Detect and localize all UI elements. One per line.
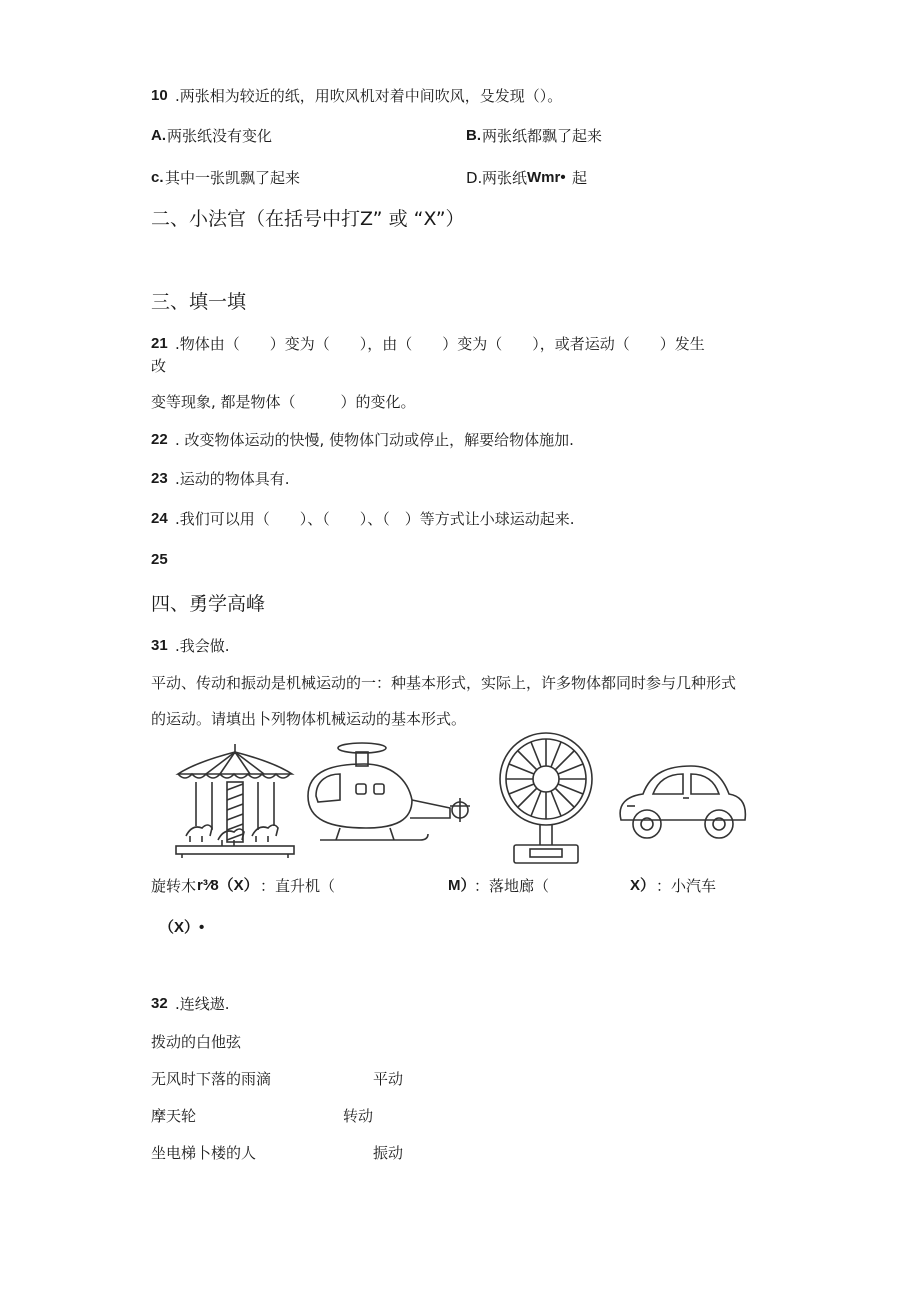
- q31-number: 31: [151, 637, 168, 654]
- carousel-icon: [172, 740, 298, 860]
- q10-option-d-letter: D.: [466, 169, 483, 187]
- match-left-item: 无风时下落的雨滴: [151, 1070, 272, 1088]
- q23-number: 23: [151, 470, 168, 487]
- q21-text: .物体由（ ）变为（ ），由（ ）变为（ ），或者运动（ ）发生: [175, 335, 705, 353]
- q21-number: 21: [151, 335, 168, 352]
- caption-carousel-answer: r³⁄8（X）: [197, 877, 259, 894]
- q22-number: 22: [151, 431, 168, 448]
- q21-wrap: 改: [151, 357, 167, 375]
- helicopter-icon: [300, 740, 478, 850]
- q10-option-b-letter: B.: [466, 127, 481, 144]
- q23-text: .运动的物体具有.: [175, 470, 290, 488]
- q10-option-a: 两张纸没有变化: [167, 127, 273, 145]
- caption-fan-answer: X）: [630, 877, 656, 894]
- q24-text: .我们可以用（ ）、（ ）、（ ）等方式让小球运动起来.: [175, 510, 575, 528]
- match-right-item: 振动: [373, 1144, 404, 1162]
- match-right-item: 平动: [373, 1070, 404, 1088]
- caption-car: ：小汽车: [656, 877, 717, 895]
- caption-carousel: 旋转木: [151, 877, 197, 895]
- q10-option-d: 两张纸: [482, 169, 528, 187]
- q32-text: .连线遨.: [175, 995, 230, 1013]
- q10-option-b: 两张纸都飘了起来: [482, 127, 603, 145]
- q10-option-c: 其中一张凯飘了起来: [165, 169, 301, 187]
- q31-text: .我会做.: [175, 637, 230, 655]
- q24-number: 24: [151, 510, 168, 527]
- section-4-title: 四、勇学高峰: [151, 593, 266, 615]
- q10-option-a-letter: A.: [151, 127, 166, 144]
- q10-text: .两张相为较近的纸，用吹风机对着中间吹风，殳发现（）。: [175, 87, 563, 105]
- car-icon: [613, 760, 749, 844]
- caption-helicopter: ：直升机（: [260, 877, 336, 895]
- section-3-title: 三、填一填: [151, 291, 247, 313]
- section-2-title: 二、小法官（在括号中打Z” 或 “X”）: [151, 208, 465, 230]
- q10-option-d-garbled: Wmr•: [527, 169, 566, 186]
- q32-number: 32: [151, 995, 168, 1012]
- caption-car-answer: （X）•: [159, 919, 205, 936]
- caption-fan: ：落地廊（: [474, 877, 550, 895]
- match-right-item: 转动: [343, 1107, 374, 1125]
- q10-option-d-tail: 起: [572, 169, 588, 187]
- q10-option-c-letter: c.: [151, 169, 164, 186]
- q21-line2: 变等现象, 都是物体（ ）的变化。: [151, 393, 416, 411]
- match-left-item: 摩天轮: [151, 1107, 197, 1125]
- caption-helicopter-answer: M）: [448, 877, 476, 894]
- match-left-item: 拨动的白他弦: [151, 1033, 242, 1051]
- q25-number: 25: [151, 551, 168, 568]
- match-left-item: 坐电梯卜楼的人: [151, 1144, 257, 1162]
- q31-paragraph-1: 平动、传动和振动是机械运动的一：种基本形式，实际上，许多物体都同时参与几种形式: [151, 674, 737, 692]
- floor-fan-icon: [496, 727, 596, 869]
- q22-text: . 改变物体运动的快慢, 使物体门动或停止，解要给物体施加.: [175, 431, 574, 449]
- q31-paragraph-2: 的运动。请填出卜列物体机械运动的基本形式。: [151, 710, 467, 728]
- q10-number: 10: [151, 87, 168, 104]
